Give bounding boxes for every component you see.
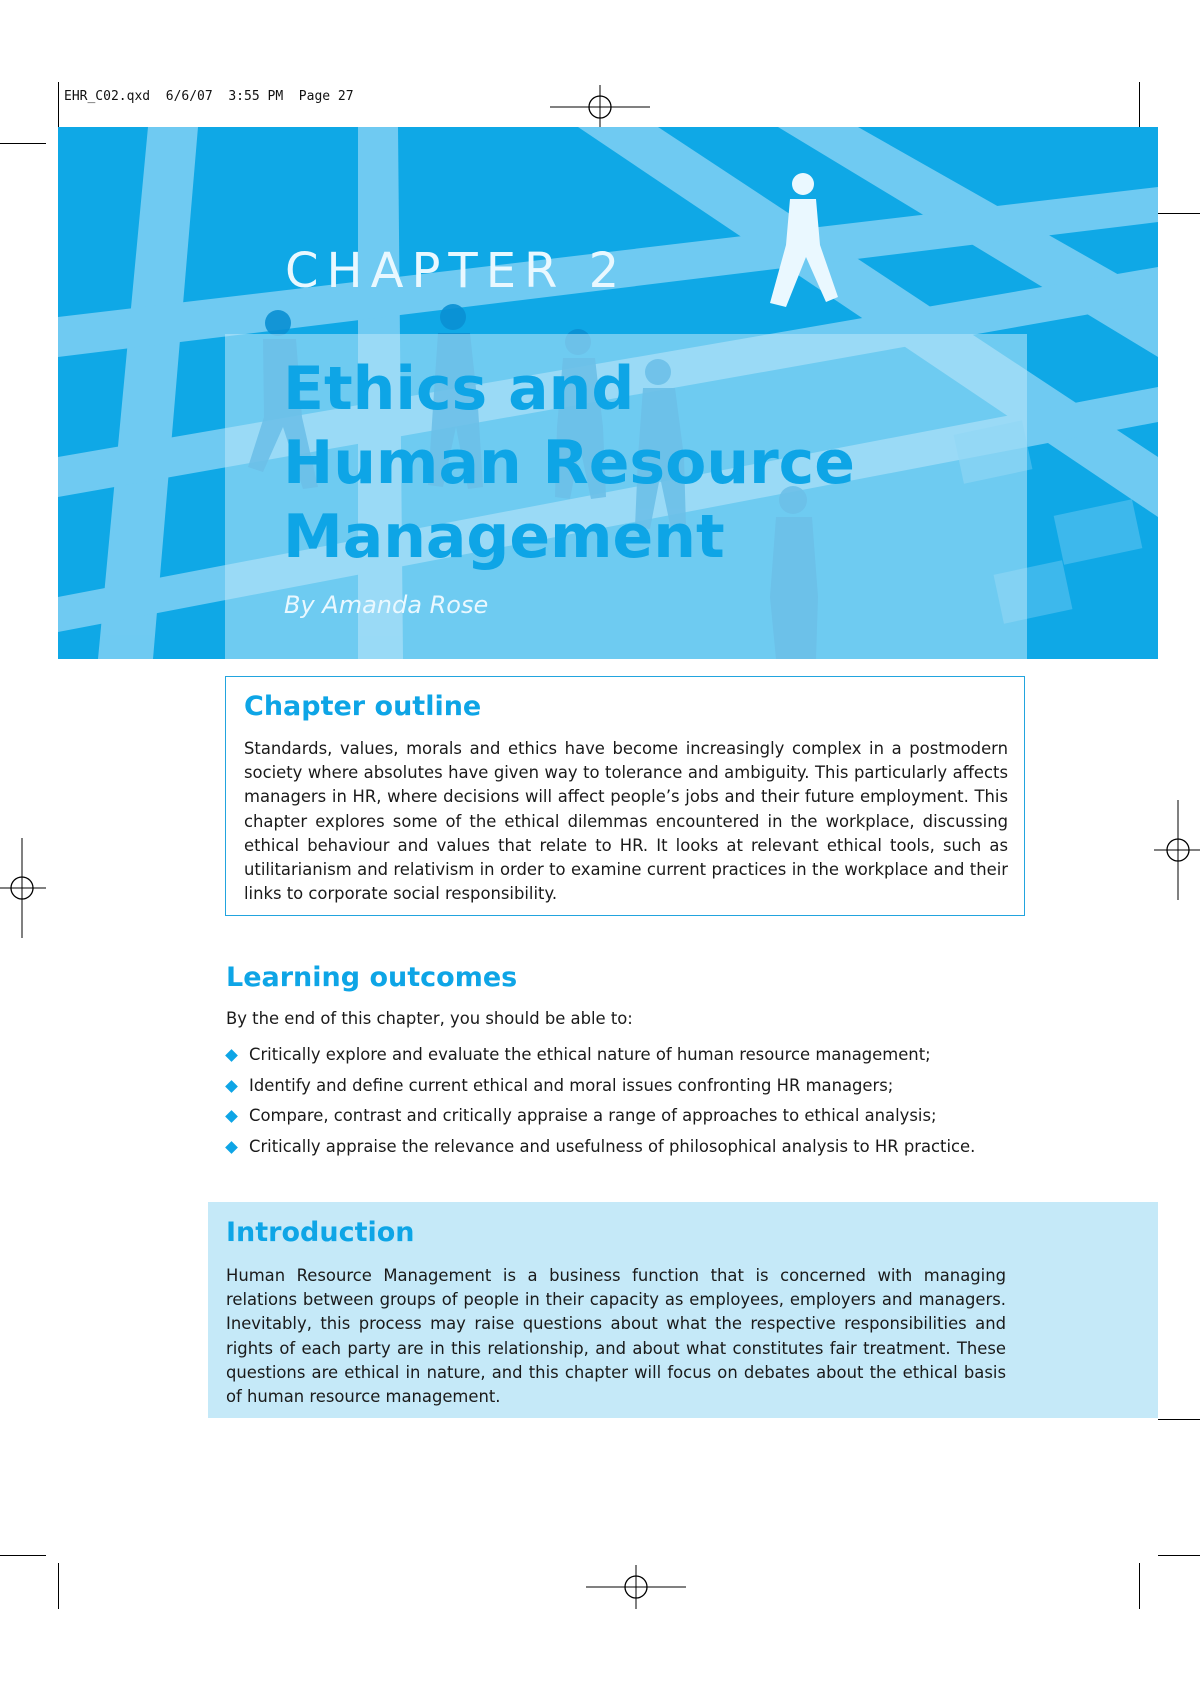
learning-outcome-text: Critically explore and evaluate the ethical nature of human resource management; <box>249 1045 931 1064</box>
registration-mark-right <box>1154 800 1200 900</box>
learning-outcomes-heading: Learning outcomes <box>226 962 518 993</box>
printer-slug: EHR_C02.qxd 6/6/07 3:55 PM Page 27 <box>64 89 354 104</box>
learning-outcomes-intro: By the end of this chapter, you should be able to: <box>226 1009 633 1028</box>
diamond-bullet-icon <box>225 1080 238 1093</box>
list-item <box>226 1040 975 1071</box>
registration-mark-left <box>0 838 46 938</box>
crop-mark <box>1158 213 1200 214</box>
introduction-box <box>208 1202 1158 1418</box>
list-item <box>226 1101 975 1132</box>
introduction-heading: Introduction <box>226 1217 415 1248</box>
diamond-bullet-icon <box>225 1141 238 1154</box>
chapter-title-line: Management <box>283 502 725 572</box>
diamond-bullet-icon <box>225 1049 238 1062</box>
crop-mark <box>0 1555 46 1556</box>
author-byline: By Amanda Rose <box>284 591 489 619</box>
chapter-outline-text: Standards, values, morals and ethics have become increasingly complex in a postmodern society where absolutes have given way to tolerance and ambiguity. This particularly affects managers in HR, where decisions will affect people’s jobs and their future employment. This chapter explores some of the ethical dilemmas encountered in the workplace, discussing ethical behaviour and values that relate to HR. It looks at relevant ethical tools, such as utilitarianism and relativism in order to examine current practices in the workplace and their links to corporate social responsibility. <box>244 739 1008 904</box>
learning-outcomes-list <box>226 1040 975 1162</box>
chapter-title-line: Human Resource <box>283 428 855 498</box>
crop-mark <box>1158 1419 1200 1420</box>
learning-outcome-text: Identify and define current ethical and moral issues confronting HR managers; <box>249 1075 894 1095</box>
chapter-outline-box <box>225 676 1025 916</box>
list-item <box>226 1132 975 1163</box>
crop-mark <box>0 143 46 144</box>
registration-mark-top <box>550 85 650 129</box>
chapter-number: CHAPTER 2 <box>285 243 628 299</box>
crop-mark <box>58 1563 59 1609</box>
chapter-title <box>283 352 1003 574</box>
registration-mark-bottom <box>586 1565 686 1609</box>
learning-outcome-text: Critically appraise the relevance and usefulness of philosophical analysis to HR practice. <box>249 1136 976 1156</box>
crop-mark <box>1158 1555 1200 1556</box>
diamond-bullet-icon <box>225 1110 238 1123</box>
list-item <box>226 1071 975 1102</box>
chapter-outline-heading: Chapter outline <box>244 691 482 722</box>
introduction-text: Human Resource Management is a business function that is concerned with managing relations between groups of people in their capacity as employees, employers and managers. Inevitably, this process may raise questions about what the respective responsibilities and rights of each party are in this relationship, and about what constitutes fair treatment. These questions are ethical in nature, and this chapter will focus on debates about the ethical basis of human resource management. <box>226 1266 1006 1407</box>
crop-mark <box>58 82 59 128</box>
chapter-title-line: Ethics and <box>283 354 635 424</box>
crop-mark <box>1139 1563 1140 1609</box>
crop-mark <box>1139 82 1140 128</box>
learning-outcome-text: Compare, contrast and critically appraise a range of approaches to ethical analysis; <box>249 1106 937 1125</box>
